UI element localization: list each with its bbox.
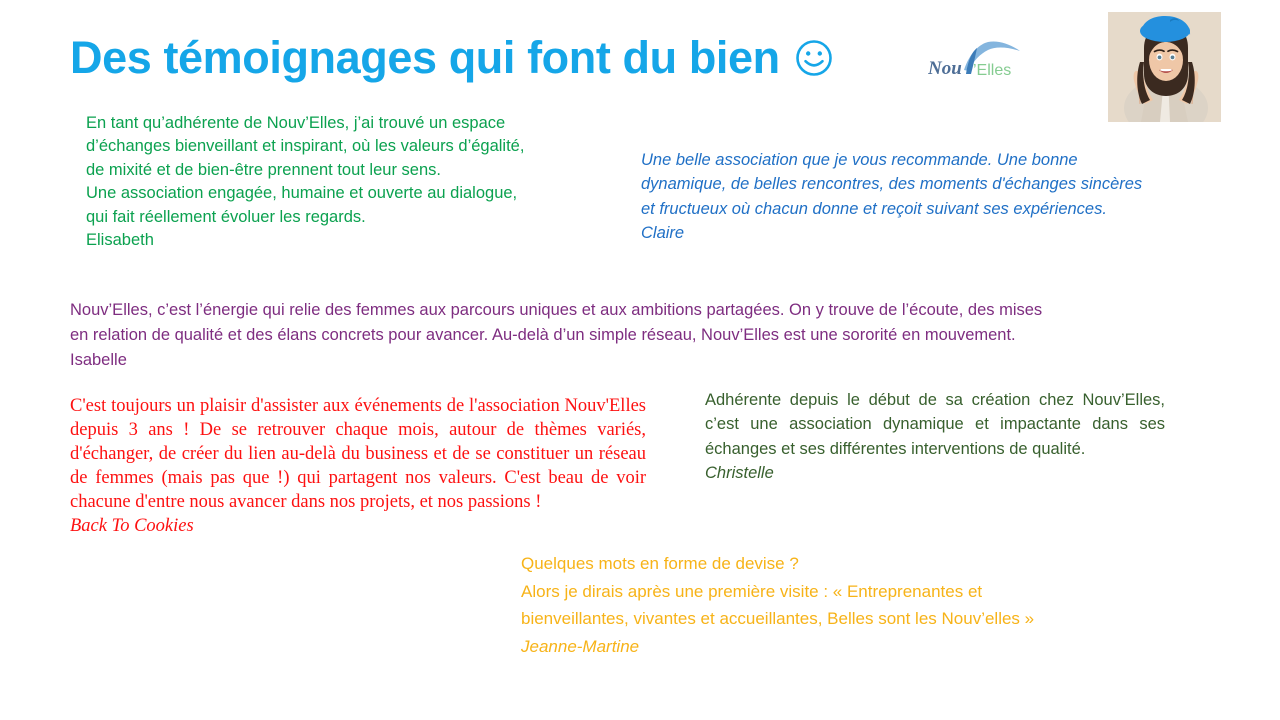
testimonial-claire: [641, 148, 1231, 245]
testimonial-line: qui fait réellement évoluer les regards.: [86, 207, 366, 226]
testimonial-author-back-to-cookies: Back To Cookies: [70, 516, 194, 537]
testimonial-line: Nouv’Elles, c’est l’énergie qui relie des femmes aux parcours uniques et aux ambitions partagées. On y trouve de l’écoute, des mises: [70, 301, 1043, 319]
smiley-face-icon: [794, 38, 834, 78]
testimonial-back-to-cookies: [70, 394, 646, 538]
testimonial-author-jeanne-martine: Jeanne-Martine: [521, 636, 640, 656]
testimonial-body: C'est toujours un plaisir d'assister aux événements de l'association Nouv'Elles depuis 3 ans ! De se retrouver chaque mois, autour de thèmes variés, d'échanger, de créer du lien au-delà du business et de se constituer un réseau de femmes (mais pas que !) qui partagent nos valeurs. C'est beau de voir chacune d'entre nous avancer dans nos projets, et nos passions !: [70, 396, 646, 513]
testimonial-line: de mixité et de bien-être prennent tout leur sens.: [86, 160, 441, 179]
testimonial-elisabeth: [86, 112, 616, 253]
testimonial-line: Alors je dirais après une première visite : « Entreprenantes et: [521, 581, 983, 601]
testimonial-line: d’échanges bienveillant et inspirant, où les valeurs d’égalité,: [86, 137, 525, 156]
testimonial-line: Une belle association que je vous recommande. Une bonne: [641, 151, 1078, 169]
testimonial-christelle: [705, 388, 1165, 485]
testimonial-line: bienveillantes, vivantes et accueillantes, Belles sont les Nouv’elles »: [521, 609, 1035, 629]
testimonial-line: Quelques mots en forme de devise ?: [521, 554, 799, 573]
svg-text:Nou: Nou: [928, 58, 962, 79]
testimonial-line: en relation de qualité et des élans concrets pour avancer. Au-delà d’un simple réseau, Nouv’Elles est une sororité en mouvement.: [70, 326, 1016, 345]
testimonial-line: dynamique, de belles rencontres, des moments d'échanges sincères: [641, 175, 1143, 194]
page-title: [70, 34, 834, 81]
testimonial-author-elisabeth: Elisabeth: [86, 231, 154, 250]
testimonial-author-christelle: Christelle: [705, 463, 774, 482]
testimonial-body: Adhérente depuis le début de sa création chez Nouv’Elles, c’est une association dynamique et impactante dans ses échanges et ses différentes interventions de qualité.: [705, 391, 1165, 458]
testimonial-line: Une association engagée, humaine et ouverte au dialogue,: [86, 184, 518, 203]
testimonial-author-claire: Claire: [641, 223, 685, 242]
testimonial-line: En tant qu’adhérente de Nouv’Elles, j’ai trouvé un espace: [86, 114, 506, 132]
testimonial-isabelle: [70, 298, 1210, 373]
testimonial-author-isabelle: Isabelle: [70, 351, 127, 370]
smiling-woman-blue-beret-photo: [1108, 12, 1221, 122]
testimonial-jeanne-martine: [521, 550, 1201, 660]
svg-text:’Elles: ’Elles: [973, 62, 1012, 79]
nouvelles-logo: [928, 40, 1038, 92]
page-title-text: Des témoignages qui font du bien: [70, 32, 780, 83]
testimonial-line: et fructueux où chacun donne et reçoit suivant ses expériences.: [641, 199, 1107, 218]
